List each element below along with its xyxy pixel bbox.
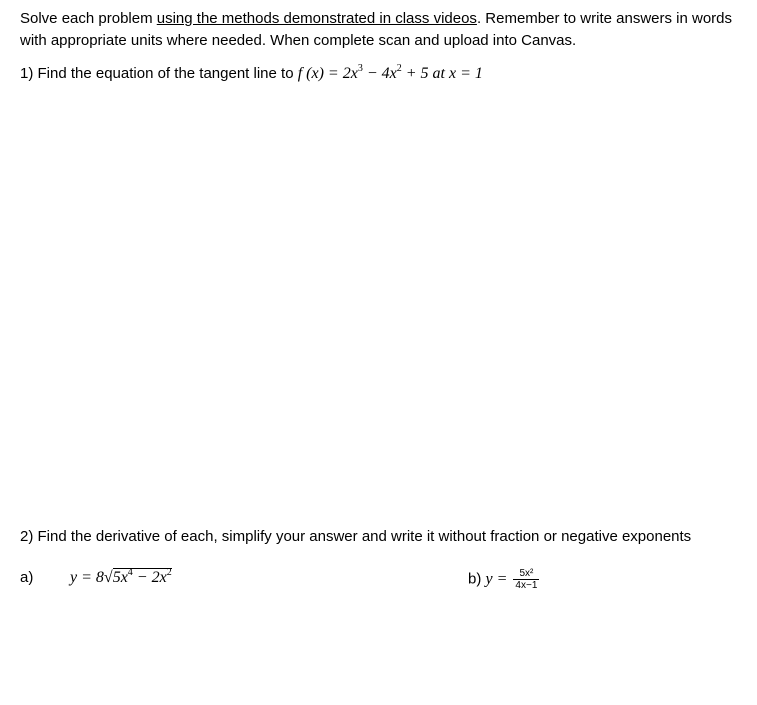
radical-term-1: 5x [112, 569, 128, 586]
problem-2b-y: y = [485, 570, 512, 588]
problem-1 [20, 64, 483, 84]
instructions-text-b: . Remember to write answers in words [476, 10, 733, 27]
radical-term-2: − 2x [132, 569, 167, 586]
problem-2b-lhs [486, 570, 512, 587]
fraction-numerator: 5x² [513, 568, 539, 580]
radical-content [113, 568, 172, 586]
exponent-2: 2 [396, 62, 402, 74]
problem-1-prompt: 1) Find the equation of the tangent line to [20, 65, 298, 82]
instructions-line-1 [20, 9, 732, 29]
instructions-line-2: with appropriate units where needed. When complete scan and upload into Canvas. [20, 32, 577, 49]
problem-2-prompt: 2) Find the derivative of each, simplify your answer and write it without fraction or negative exponents [20, 528, 692, 545]
problem-2a-equation [70, 568, 172, 588]
problem-2b-label: b) [468, 570, 482, 588]
equation-lhs: f (x) = 2x [297, 65, 358, 82]
problem-2b [468, 568, 539, 591]
exponent-4: 4 [127, 566, 133, 578]
instructions-text-a: Solve each problem [20, 10, 157, 27]
problem-2b-fraction [513, 568, 539, 591]
problem-2a-lhs: y = 8√ [70, 569, 113, 586]
exponent-3: 3 [357, 62, 363, 74]
equation-tail: + 5 at x = 1 [401, 65, 483, 82]
equation-mid: − 4x [362, 65, 397, 82]
fraction-denominator: 4x−1 [515, 580, 538, 591]
problem-1-equation [297, 62, 483, 82]
class-videos-link-text: using the methods demonstrated in class videos [156, 10, 477, 27]
problem-2a-label: a) [20, 569, 34, 586]
exponent-2b: 2 [166, 566, 172, 578]
